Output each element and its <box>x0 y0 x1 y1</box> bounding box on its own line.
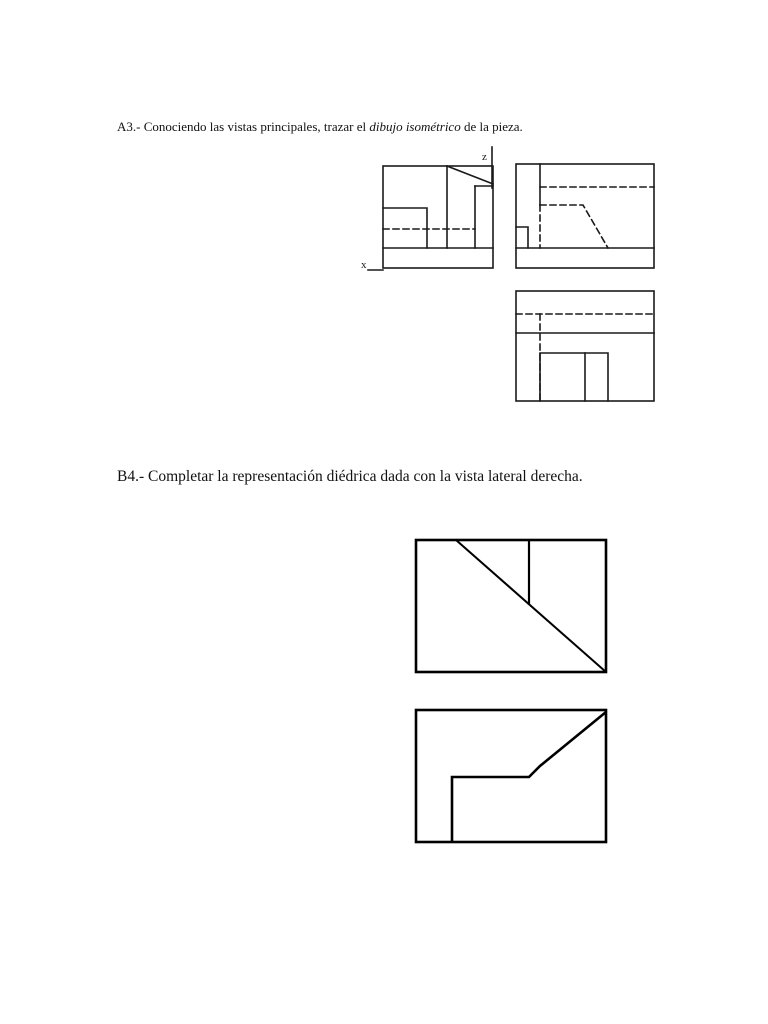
b4-upper-diagonal <box>456 540 606 672</box>
b4-upper-view <box>416 540 606 672</box>
exercise-a3-code: A3 <box>117 119 133 134</box>
b4-upper-outline <box>416 540 606 672</box>
exercise-a3-text-before: .- Conociendo las vistas principales, trazar el <box>132 119 370 134</box>
exercise-a3-text-after: de la pieza. <box>460 119 523 134</box>
exercise-b4-text: .- Completar la representación diédrica dada con la vista lateral derecha. <box>135 468 583 485</box>
x-axis-label: x <box>361 259 367 271</box>
exercise-b4-code: B4 <box>117 468 136 485</box>
z-axis-label: z <box>482 151 487 163</box>
b4-lower-step <box>452 712 606 842</box>
exercise-a3-italic-term: dibujo isométrico <box>369 119 461 134</box>
b4-lower-view <box>416 710 606 842</box>
